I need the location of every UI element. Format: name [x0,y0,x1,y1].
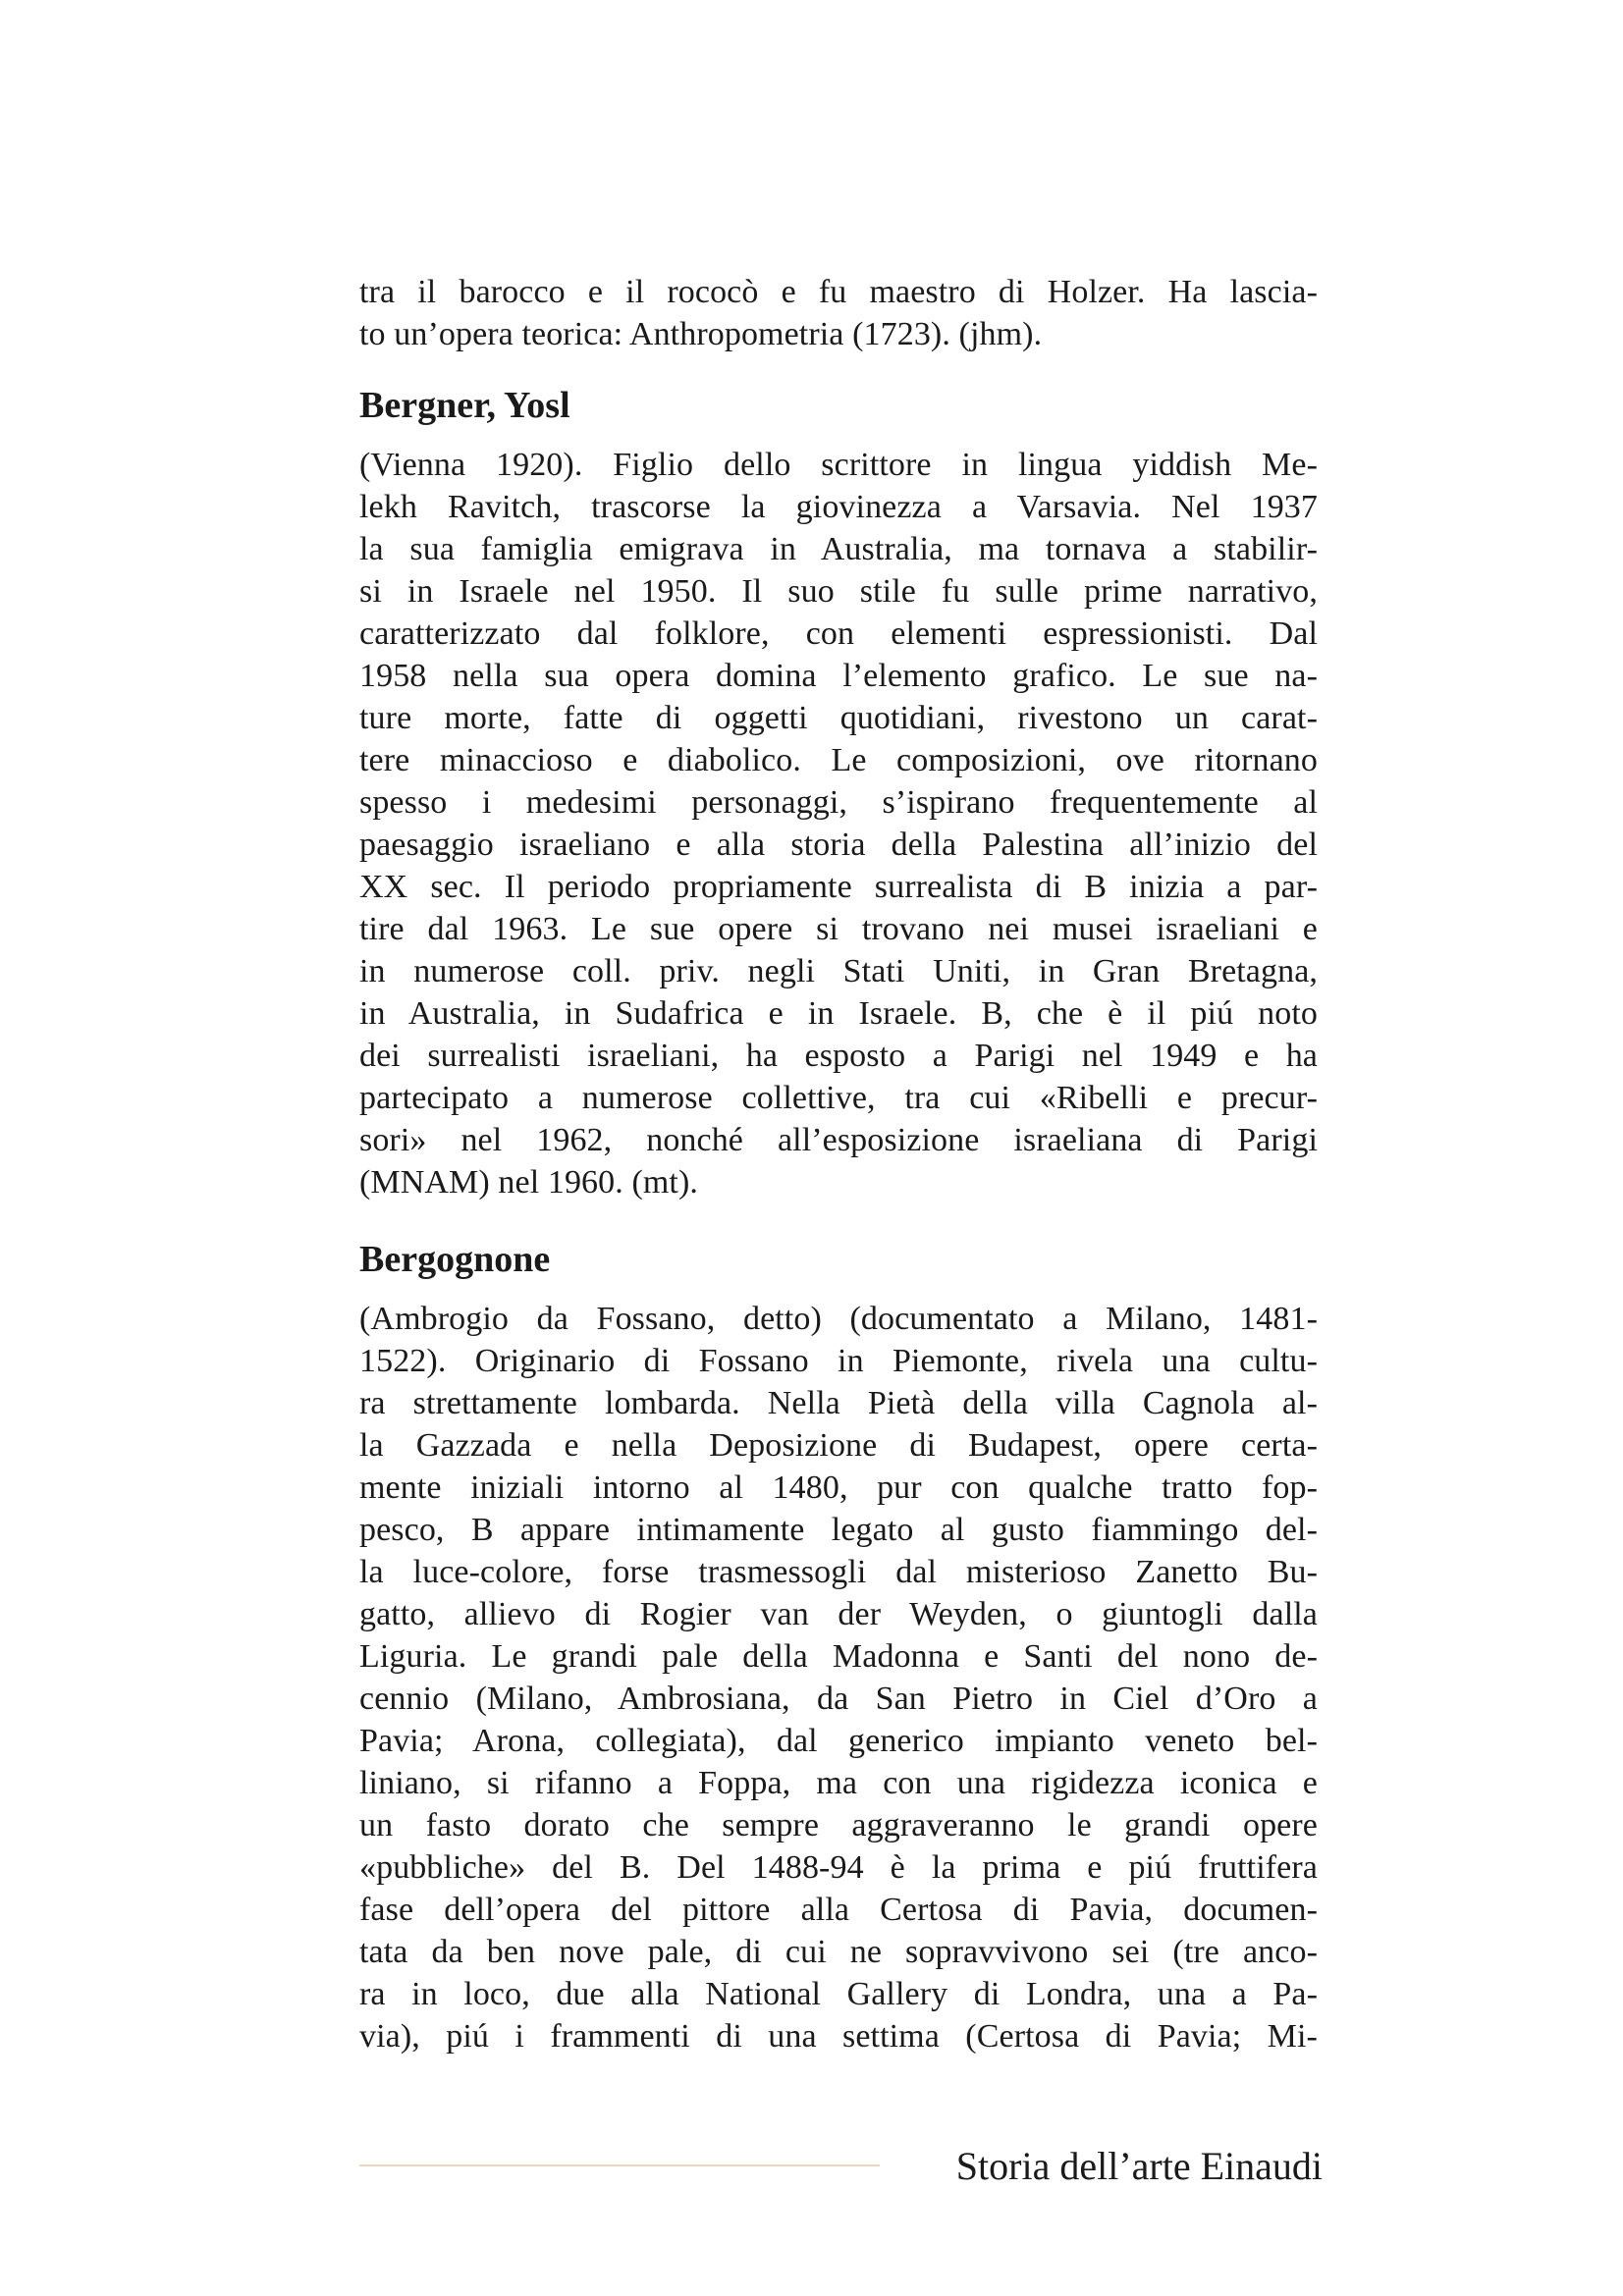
text-line: (Vienna 1920). Figlio dello scrittore in lingua yiddish Me- [359,447,1318,483]
text-line: ture morte, fatte di oggetti quotidiani, rivestono un carat- [359,700,1318,736]
text-line: tra il barocco e il rococò e fu maestro di Holzer. Ha lascia- [359,274,1318,310]
text-line: la luce-colore, forse trasmessogli dal misterioso Zanetto Bu- [359,1554,1318,1590]
text-line: Liguria. Le grandi pale della Madonna e Santi del nono de- [359,1638,1318,1675]
text-line: liniano, si rifanno a Foppa, ma con una rigidezza iconica e [359,1765,1318,1801]
text-line: tata da ben nove pale, di cui ne sopravvivono sei (tre anco- [359,1934,1318,1970]
text-line: gatto, allievo di Rogier van der Weyden, o giuntogli dalla [359,1596,1318,1632]
text-line: in Australia, in Sudafrica e in Israele. B, che è il piú noto [359,995,1318,1032]
text-line: via), piú i frammenti di una settima (Certosa di Pavia; Mi- [359,2018,1318,2055]
text-line: tire dal 1963. Le sue opere si trovano nei musei israeliani e [359,911,1318,947]
text-line: caratterizzato dal folklore, con elementi espressionisti. Dal [359,615,1318,652]
text-line: ra strettamente lombarda. Nella Pietà della villa Cagnola al- [359,1385,1318,1421]
text-line: dei surrealisti israeliani, ha esposto a Parigi nel 1949 e ha [359,1038,1318,1074]
entry-heading: Bergner, Yosl [359,385,570,426]
text-line: spesso i medesimi personaggi, s’ispirano frequentemente al [359,784,1318,821]
entry-heading: Bergognone [359,1239,551,1280]
text-line: la Gazzada e nella Deposizione di Budapest, opere certa- [359,1427,1318,1464]
text-line: sori» nel 1962, nonché all’esposizione israeliana di Parigi [359,1122,1318,1158]
text-line: 1522). Originario di Fossano in Piemonte, rivela una cultu- [359,1343,1318,1379]
text-line: Pavia; Arona, collegiata), dal generico impianto veneto bel- [359,1723,1318,1759]
entry-bergner [359,381,1318,1203]
text-line: cennio (Milano, Ambrosiana, da San Pietro in Ciel d’Oro a [359,1681,1318,1717]
intro-paragraph [359,271,1318,355]
text-line: (MNAM) nel 1960. (mt). [359,1164,698,1201]
footer-title: Storia dell’arte Einaudi [955,2144,1323,2188]
text-line: lekh Ravitch, trascorse la giovinezza a Varsavia. Nel 1937 [359,489,1318,525]
text-line: tere minaccioso e diabolico. Le composizioni, ove ritornano [359,742,1318,778]
text-line: in numerose coll. priv. negli Stati Uniti, in Gran Bretagna, [359,953,1318,989]
text-line: un fasto dorato che sempre aggraveranno le grandi opere [359,1807,1318,1843]
text-line: 1958 nella sua opera domina l’elemento grafico. Le sue na- [359,658,1318,694]
footer-rule [359,2164,880,2166]
text-line: ra in loco, due alla National Gallery di Londra, una a Pa- [359,1976,1318,2012]
text-line: «pubbliche» del B. Del 1488-94 è la prima e piú fruttifera [359,1849,1318,1886]
entry-bergognone [359,1235,1318,2057]
text-column [359,271,1318,2057]
text-line: fase dell’opera del pittore alla Certosa di Pavia, documen- [359,1892,1318,1928]
text-line: pesco, B appare intimamente legato al gusto fiammingo del- [359,1512,1318,1548]
text-line: la sua famiglia emigrava in Australia, ma tornava a stabilir- [359,531,1318,567]
text-line: (Ambrogio da Fossano, detto) (documentato a Milano, 1481- [359,1301,1318,1337]
text-line: mente iniziali intorno al 1480, pur con qualche tratto fop- [359,1469,1318,1506]
text-line: partecipato a numerose collettive, tra cui «Ribelli e precur- [359,1080,1318,1116]
text-line: XX sec. Il periodo propriamente surrealista di B inizia a par- [359,869,1318,905]
text-line: paesaggio israeliano e alla storia della Palestina all’inizio del [359,827,1318,863]
text-line: si in Israele nel 1950. Il suo stile fu sulle prime narrativo, [359,573,1318,610]
text-line: to un’opera teorica: Anthropometria (1723). (jhm). [359,316,1043,352]
